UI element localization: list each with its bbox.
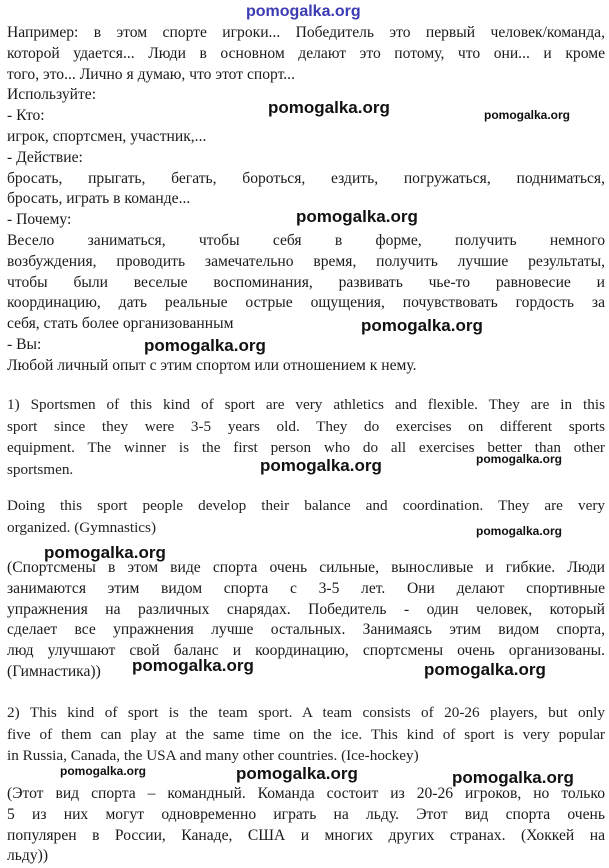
- watermark: pomogalka.org: [144, 336, 266, 355]
- item1-ru-line: занимаются этим видом спорта с 3-5 лет. Они делают спортивные: [7, 579, 605, 597]
- item2-en-line: in Russia, Canada, the USA and many other countries. (Ice-hockey): [7, 747, 419, 764]
- item1-russian: [7, 558, 605, 683]
- watermark: pomogalka.org: [60, 764, 147, 778]
- item1-ru-line: упражнения на различных снарядах. Победитель - один человек, который: [7, 600, 605, 618]
- why-line: Весело заниматься, чтобы себя в форме, получить немного: [7, 231, 605, 249]
- why-line: себя, стать более организованным: [7, 315, 234, 333]
- item1-ru-line: (Спортсмены в этом виде спорта очень сильные, выносливые и гибкие. Люди: [7, 559, 605, 576]
- item1-en2-line: Doing this sport people develop their balance and coordination. They are very: [7, 497, 605, 514]
- item2-ru-line: льду)): [7, 847, 49, 865]
- watermark: pomogalka.org: [268, 98, 390, 117]
- watermark: pomogalka.org: [296, 207, 418, 226]
- item1-en2-line: organized. (Gymnastics): [7, 518, 157, 536]
- watermark: pomogalka.org: [476, 524, 563, 538]
- item2-ru-line: популярен в России, Канаде, США и многих других странах. (Хоккей на: [7, 826, 605, 844]
- why-label: - Почему:: [7, 211, 72, 229]
- action-line: бросать, прыгать, бегать, бороться, ездить, погружаться, подниматься,: [7, 169, 605, 187]
- watermark: pomogalka.org: [476, 452, 563, 466]
- item1-ru-line: люд улучшают свой баланс и координацию, спортсмены очень организованы.: [7, 642, 605, 660]
- who-label: - Кто:: [7, 107, 45, 125]
- watermark: pomogalka.org: [484, 108, 571, 122]
- item1-en-line: 1) Sportsmen of this kind of sport are very athletics and flexible. They are in this: [7, 396, 605, 413]
- item1-ru-line: сделает все упражнения лучше остальных. Занимаясь этим видом спорта,: [7, 621, 605, 639]
- why-line: чтобы были веселые воспоминания, развивать чье-то равновесие и: [7, 273, 605, 291]
- watermark: pomogalka.org: [44, 543, 166, 562]
- item1-en-line: equipment. The winner is the first person who do all exercises better than other: [7, 439, 605, 456]
- watermark: pomogalka.org: [452, 768, 574, 787]
- item2-english: [7, 702, 605, 767]
- you-text: Любой личный опыт с этим спортом или отношением к нему.: [7, 356, 417, 374]
- item2-ru-line: 5 из них могут одновременно играть на льду. Этот вид спорта очень: [7, 805, 605, 823]
- item2-en-line: 2) This kind of sport is the team sport. A team consists of 20-26 players, but only: [7, 704, 605, 721]
- item2-en-line: five of them can play at the same time on the ice. This kind of sport is very popular: [7, 725, 605, 743]
- item2-ru-line: (Этот вид спорта – командный. Команда состоит из 20-26 игроков, но только: [7, 785, 605, 802]
- who-text: игрок, спортсмен, участник,...: [7, 127, 207, 145]
- watermark: pomogalka.org: [260, 456, 382, 475]
- watermark: pomogalka.org: [424, 660, 546, 679]
- intro-block: [7, 23, 605, 377]
- intro-line: которой удается... Люди в основном делают это потому, что они... и кроме: [7, 44, 605, 62]
- watermark: pomogalka.org: [236, 764, 358, 783]
- item1-en-line: sportsmen.: [7, 460, 74, 478]
- action-line: бросать, играть в команде...: [7, 190, 191, 208]
- item1-ru-line: (Гимнастика)): [7, 662, 101, 680]
- watermark: pomogalka.org: [361, 316, 483, 335]
- intro-line: того, это... Лично я думаю, что этот спорт...: [7, 65, 295, 83]
- why-line: возбуждения, проводить замечательно время, получить лучшие результаты,: [7, 252, 605, 270]
- you-label: - Вы:: [7, 335, 42, 353]
- intro-line: Например: в этом спорте игроки... Победитель это первый человек/команда,: [7, 24, 605, 41]
- item1-english-2: [7, 495, 605, 538]
- item1-english: [7, 394, 605, 480]
- use-label: Используйте:: [7, 86, 97, 104]
- watermark-top: pomogalka.org: [246, 3, 361, 20]
- why-line: координацию, дать реальные острые ощущения, почувствовать гордость за: [7, 294, 605, 312]
- watermark: pomogalka.org: [132, 656, 254, 675]
- item2-russian: [7, 784, 605, 867]
- action-label: - Действие:: [7, 148, 83, 166]
- item1-en-line: sport since they were 3-5 years old. They do exercises on different sports: [7, 417, 605, 435]
